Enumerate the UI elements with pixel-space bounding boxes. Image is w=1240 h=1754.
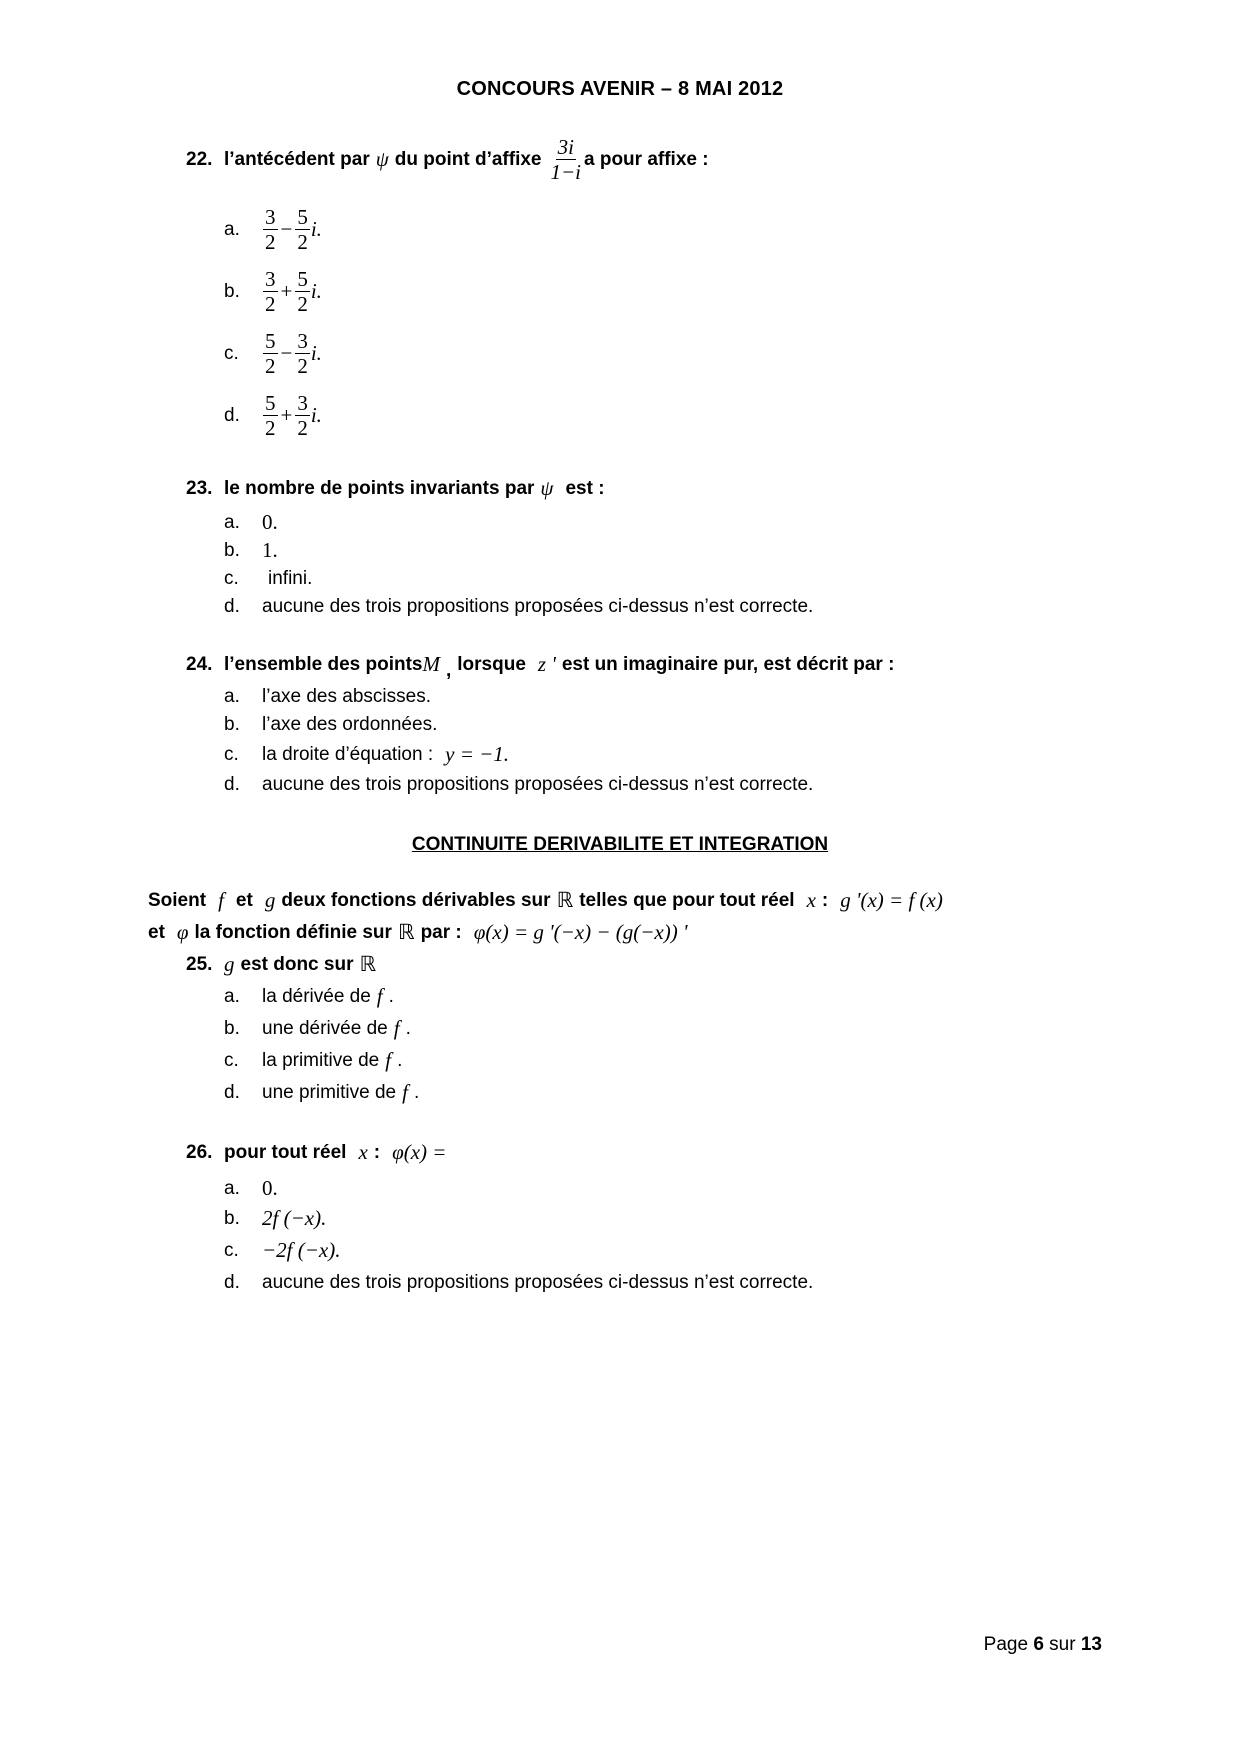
option-letter: b. xyxy=(224,714,240,735)
question-text: a pour affixe : xyxy=(584,148,709,170)
imaginary-unit: i. xyxy=(310,403,322,428)
option-letter: a. xyxy=(224,511,240,533)
question-text: est donc sur xyxy=(240,953,354,975)
question-text: l’ensemble des points xyxy=(224,653,423,675)
option-22c xyxy=(224,330,322,377)
footer-sur-label: sur xyxy=(1049,1634,1076,1655)
period: . xyxy=(397,1049,403,1071)
fraction xyxy=(295,268,310,315)
denominator: 2 xyxy=(297,230,308,255)
intro-text: telles que pour tout réel xyxy=(579,889,795,911)
denominator: 2 xyxy=(297,292,308,317)
option-letter: b. xyxy=(224,1017,240,1039)
question-text: lorsque xyxy=(457,653,526,675)
numerator: 5 xyxy=(265,329,276,353)
option-letter: a. xyxy=(224,686,240,707)
intro-line-2 xyxy=(148,920,687,945)
option-text: infini. xyxy=(268,568,313,589)
f-symbol: f xyxy=(402,1080,408,1104)
option-letter: a. xyxy=(224,985,240,1007)
footer-page-label: Page xyxy=(983,1634,1029,1655)
equation: φ(x) = g '(−x) − (g(−x)) ' xyxy=(473,920,688,944)
option-text: aucune des trois propositions proposées ci-dessus n’est correcte. xyxy=(262,596,814,617)
option-26b xyxy=(224,1206,326,1231)
option-22a xyxy=(224,206,322,253)
question-text: du point d’affixe xyxy=(394,148,542,170)
question-text: est : xyxy=(565,477,605,499)
numerator: 3 xyxy=(265,267,276,291)
option-value: 0. xyxy=(262,510,278,534)
question-number: 22. xyxy=(186,148,213,170)
option-24a xyxy=(224,686,431,708)
question-22 xyxy=(186,136,709,183)
imaginary-unit: i. xyxy=(310,217,322,242)
question-number: 24. xyxy=(186,653,213,675)
option-22d xyxy=(224,392,322,439)
option-letter: d. xyxy=(224,1081,240,1103)
option-23a xyxy=(224,510,278,535)
denominator: 2 xyxy=(297,416,308,441)
option-letter: c. xyxy=(224,1049,239,1071)
f-symbol: f xyxy=(385,1048,392,1072)
question-text: le nombre de points invariants par xyxy=(224,477,535,499)
imaginary-unit: i. xyxy=(310,341,322,366)
question-24 xyxy=(186,652,895,681)
page-footer xyxy=(984,1634,1102,1656)
affix-fraction xyxy=(548,136,583,183)
denominator: 2 xyxy=(297,354,308,379)
question-text: est un imaginaire pur, est décrit par : xyxy=(561,653,895,675)
option-letter: d. xyxy=(224,1272,240,1293)
fraction xyxy=(263,330,278,377)
option-letter: b. xyxy=(224,1207,240,1229)
imaginary-unit: i. xyxy=(310,279,322,304)
f-symbol: f xyxy=(393,1016,400,1040)
equation: g '(x) = f (x) xyxy=(840,888,943,912)
option-text: une dérivée de xyxy=(262,1017,388,1039)
g-symbol: g xyxy=(264,888,276,912)
option-letter: b. xyxy=(224,280,240,302)
option-value: 2f (−x). xyxy=(262,1206,327,1230)
reals-symbol: ℝ xyxy=(359,952,377,976)
x-symbol: x xyxy=(806,888,816,912)
z-prime-symbol: z ' xyxy=(537,652,556,676)
intro-text: et xyxy=(235,889,253,911)
option-26c xyxy=(224,1238,340,1263)
fraction xyxy=(295,330,310,377)
numerator: 5 xyxy=(297,205,308,229)
option-letter: c. xyxy=(224,1239,239,1261)
option-letter: d. xyxy=(224,774,240,795)
point-m-symbol: M xyxy=(422,652,440,676)
numerator: 5 xyxy=(265,391,276,415)
option-letter: b. xyxy=(224,539,240,561)
option-text: l’axe des ordonnées. xyxy=(262,714,438,735)
footer-total-pages: 13 xyxy=(1080,1634,1102,1655)
option-23b xyxy=(224,538,278,563)
intro-text: par : xyxy=(420,921,462,943)
option-value: 0. xyxy=(262,1176,278,1200)
operator: − xyxy=(280,217,293,242)
question-25 xyxy=(186,952,376,977)
question-26 xyxy=(186,1140,446,1165)
phi-symbol: φ xyxy=(176,920,189,944)
fraction xyxy=(263,268,278,315)
period: . xyxy=(405,1017,411,1039)
option-25b xyxy=(224,1016,411,1041)
option-letter: c. xyxy=(224,568,239,589)
numerator: 3 xyxy=(297,391,308,415)
fraction xyxy=(263,392,278,439)
option-23d xyxy=(224,596,813,618)
denominator: 2 xyxy=(265,292,276,317)
option-25a xyxy=(224,984,394,1009)
psi-symbol: ψ xyxy=(540,476,554,500)
option-text: une primitive de xyxy=(262,1081,397,1103)
option-value: 1. xyxy=(262,538,278,562)
comma: , xyxy=(446,659,452,681)
option-26a xyxy=(224,1176,278,1201)
question-text: pour tout réel xyxy=(224,1141,347,1163)
fraction xyxy=(295,206,310,253)
option-25d xyxy=(224,1080,419,1105)
option-letter: c. xyxy=(224,342,239,364)
operator: − xyxy=(280,341,293,366)
question-23 xyxy=(186,476,605,501)
question-number: 25. xyxy=(186,953,213,975)
question-text: l’antécédent par xyxy=(224,148,370,170)
reals-symbol: ℝ xyxy=(556,888,574,912)
denominator: 2 xyxy=(265,416,276,441)
option-text: l’axe des abscisses. xyxy=(262,686,431,707)
operator: + xyxy=(280,403,293,428)
colon: : xyxy=(373,1141,381,1163)
option-24c xyxy=(224,742,509,767)
equation: φ(x) = xyxy=(392,1140,447,1164)
colon: : xyxy=(821,889,829,911)
option-24d xyxy=(224,774,813,796)
intro-text: la fonction définie sur xyxy=(194,921,392,943)
numerator: 5 xyxy=(297,267,308,291)
section-title: CONTINUITE DERIVABILITE ET INTEGRATION xyxy=(411,834,829,855)
psi-symbol: ψ xyxy=(375,147,389,172)
option-text: aucune des trois propositions proposées ci-dessus n’est correcte. xyxy=(262,1272,814,1293)
fraction xyxy=(295,392,310,439)
numerator: 3 xyxy=(297,329,308,353)
option-letter: a. xyxy=(224,1177,240,1199)
option-text: la dérivée de xyxy=(262,985,371,1007)
equation: y = −1. xyxy=(445,742,510,766)
footer-page-number: 6 xyxy=(1033,1634,1044,1655)
option-text: la droite d’équation : xyxy=(262,743,434,765)
period: . xyxy=(388,985,394,1007)
page-title: CONCOURS AVENIR – 8 MAI 2012 xyxy=(456,78,784,100)
reals-symbol: ℝ xyxy=(397,920,415,944)
fraction-denominator: 1−i xyxy=(550,160,581,185)
denominator: 2 xyxy=(265,230,276,255)
operator: + xyxy=(280,279,293,304)
option-value: −2f (−x). xyxy=(262,1238,341,1262)
f-symbol: f xyxy=(218,888,224,912)
option-text: aucune des trois propositions proposées ci-dessus n’est correcte. xyxy=(262,774,814,795)
intro-line-1 xyxy=(148,888,943,913)
option-26d xyxy=(224,1272,813,1294)
question-number: 26. xyxy=(186,1141,213,1163)
f-symbol: f xyxy=(376,984,383,1008)
option-letter: a. xyxy=(224,218,240,240)
question-number: 23. xyxy=(186,477,213,499)
option-25c xyxy=(224,1048,402,1073)
period: . xyxy=(413,1081,420,1103)
option-letter: c. xyxy=(224,743,239,765)
denominator: 2 xyxy=(265,354,276,379)
option-22b xyxy=(224,268,322,315)
option-letter: d. xyxy=(224,404,240,426)
option-letter: d. xyxy=(224,596,240,617)
option-text: la primitive de xyxy=(262,1049,380,1071)
x-symbol: x xyxy=(358,1140,368,1164)
intro-text: Soient xyxy=(148,889,207,911)
intro-text: et xyxy=(148,921,165,943)
option-24b xyxy=(224,714,437,736)
option-23c xyxy=(224,568,312,590)
numerator: 3 xyxy=(265,205,276,229)
intro-text: deux fonctions dérivables sur xyxy=(281,889,551,911)
fraction xyxy=(263,206,278,253)
fraction-numerator: 3i xyxy=(557,135,574,159)
g-symbol: g xyxy=(224,952,235,976)
